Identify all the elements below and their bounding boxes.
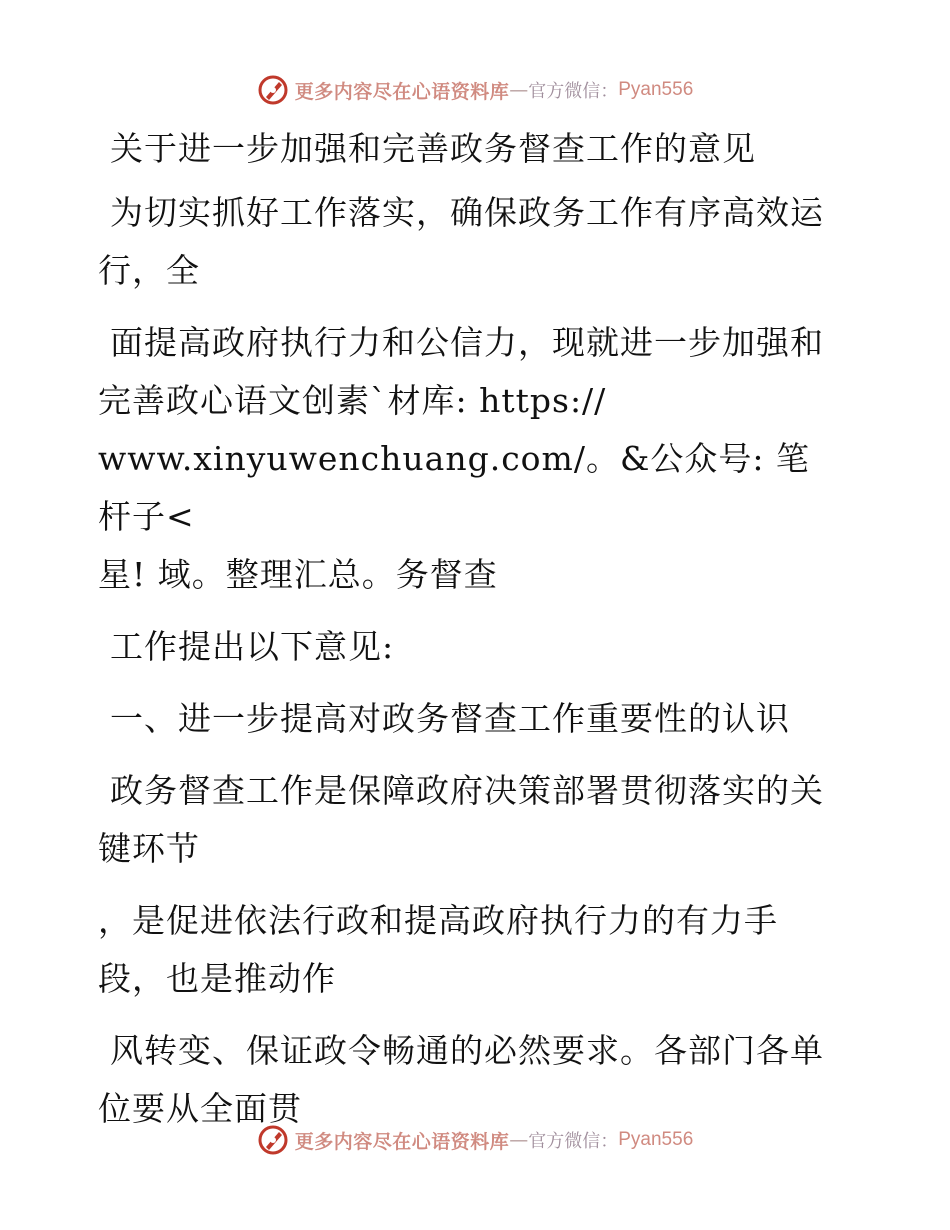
banner-wechat-id: Pyan556 [618, 1129, 694, 1150]
banner-wechat-label: 官方微信： [528, 81, 619, 102]
banner-wechat-label: 官方微信： [528, 1131, 619, 1152]
paragraph-4: 星! 域。整理汇总。务督查 [98, 555, 498, 594]
paragraph-1: 为切实抓好工作落实，确保政务工作有序高效运行，全 [98, 193, 824, 290]
footer-watermark-banner [0, 1120, 950, 1160]
pen-circle-logo-icon [257, 1124, 289, 1156]
banner-text: 更多内容尽在心语资料库 [294, 1130, 510, 1153]
document-title: 关于进一步加强和完善政务督查工作的意见 [110, 129, 756, 168]
paragraph-3: www.xinyuwenchuang.com/。&公众号: 笔杆子< [98, 439, 810, 536]
section-heading-1: 一、进一步提高对政务督查工作重要性的认识 [110, 699, 790, 738]
banner-separator: — [509, 1129, 529, 1151]
pen-circle-logo-icon [257, 74, 289, 106]
document-body [98, 120, 838, 1152]
paragraph-2: 面提高政府执行力和公信力，现就进一步加强和完善政心语文创素`材库: https:// [98, 323, 824, 420]
paragraph-6: 政务督查工作是保障政府决策部署贯彻落实的关键环节 [98, 771, 824, 868]
banner-separator: — [509, 79, 529, 101]
header-watermark-banner [0, 70, 950, 110]
paragraph-5: 工作提出以下意见: [110, 627, 395, 666]
paragraph-8: 风转变、保证政令畅通的必然要求。各部门各单位要从全面贯 [98, 1031, 824, 1128]
banner-text: 更多内容尽在心语资料库 [294, 80, 510, 103]
banner-wechat-id: Pyan556 [618, 79, 694, 100]
paragraph-7: ，是促进依法行政和提高政府执行力的有力手段，也是推动作 [98, 901, 778, 998]
